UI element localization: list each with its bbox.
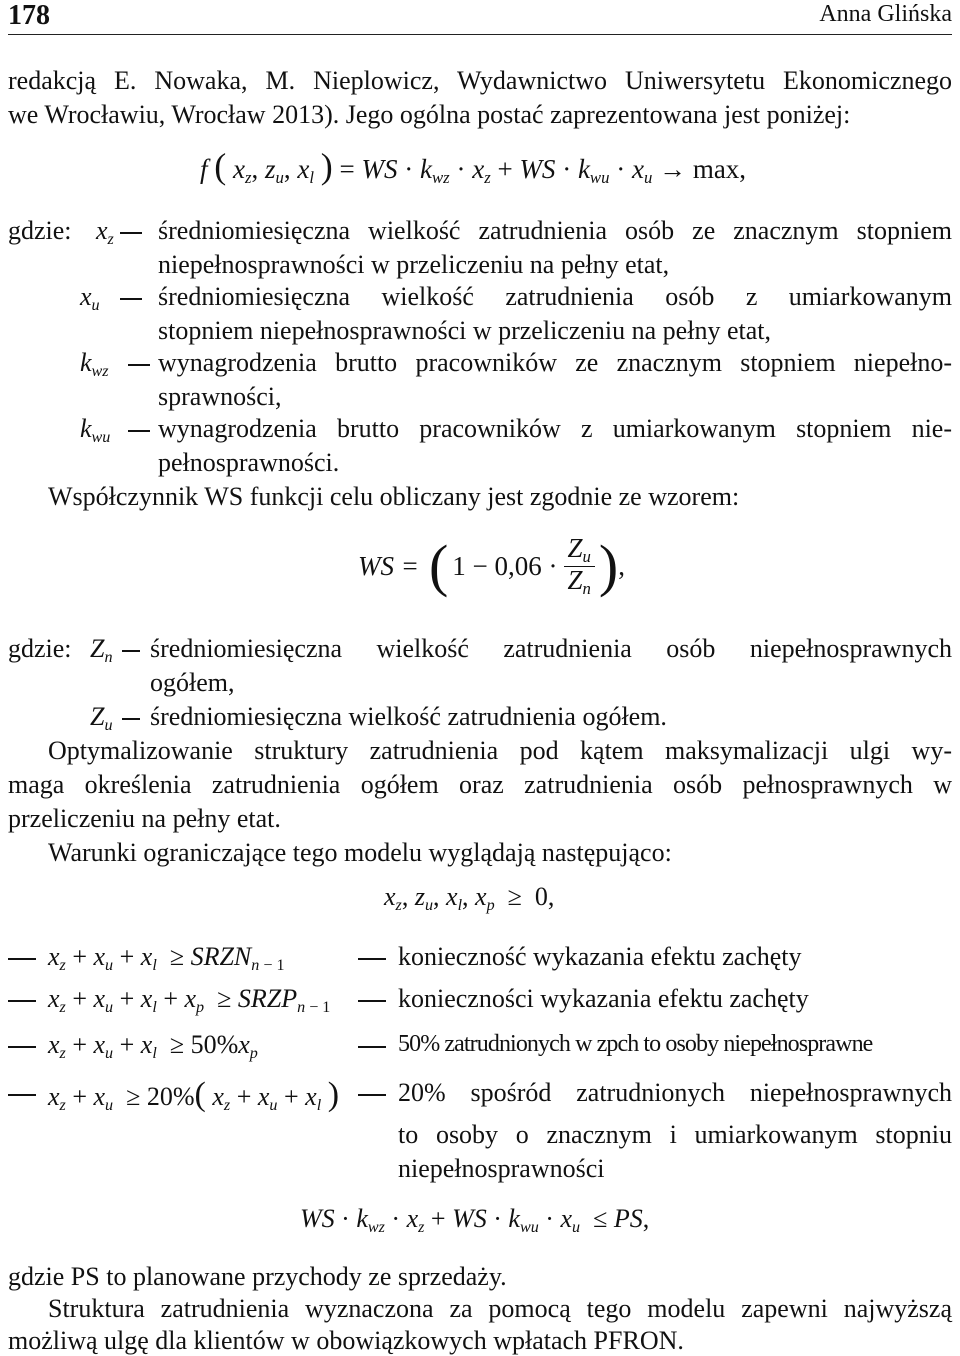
constraint-4-desc2: to osoby o znacznym i umiarkowanym stopniu — [398, 1120, 952, 1149]
def-xz-line1: średniomiesięczna wielkość zatrudnienia osób ze znacznym stopniem — [158, 216, 952, 245]
constraint-1-desc: konieczność wykazania efektu zachęty — [398, 942, 802, 971]
def-dash — [122, 718, 140, 720]
def-zn-line2: ogółem, — [150, 668, 235, 697]
page-header — [8, 0, 952, 35]
para1-line2: we Wrocławiu, Wrocław 2013). Jego ogólna postać zaprezentowana jest poniżej: — [8, 100, 851, 129]
constraint-2-formula: $x_z + x_u + x_l + x_p$ ≥ $SRZP_{n - 1}$ — [48, 984, 331, 1016]
para5: gdzie PS to planowane przychody ze sprzedaży. — [8, 1262, 507, 1291]
def-kwz-line2: sprawności, — [158, 382, 282, 411]
para3-line2: maga określenia zatrudnienia ogółem oraz zatrudnienia osób pełnosprawnych w — [8, 770, 952, 799]
ws-denominator: $Z_n$ — [567, 564, 591, 598]
constraint-bullet — [8, 958, 36, 960]
def-xu-line2: stopniem niepełnosprawności w przeliczeniu na pełny etat, — [158, 316, 771, 345]
constraint-dash — [358, 1046, 386, 1048]
constraint-bullet — [8, 1094, 36, 1096]
constraint-bullet — [8, 1000, 36, 1002]
ws-one-minus: 1 − 0,06 · — [452, 550, 558, 581]
ws-lhs: WS = — [358, 550, 419, 581]
ws-fraction — [564, 532, 595, 598]
constraint-bullet — [8, 1046, 36, 1048]
para1-line1: redakcją E. Nowaka, M. Nieplowicz, Wydawnictwo Uniwersytetu Ekonomicznego — [8, 66, 952, 95]
ws-numerator: $Z_u$ — [564, 535, 595, 567]
def-zn-line1: średniomiesięczna wielkość zatrudnienia osób niepełnosprawnych — [150, 634, 952, 663]
def-xz-line2: niepełnosprawności w przeliczeniu na pełny etat, — [158, 250, 670, 279]
para3-line1: Optymalizowanie struktury zatrudnienia pod kątem maksymalizacji ulgi wy- — [48, 736, 952, 765]
para6-line1: Struktura zatrudnienia wyznaczona za pomocą tego modelu zapewni najwyższą — [48, 1294, 952, 1323]
page-number: 178 — [8, 0, 50, 31]
def-dash — [120, 298, 142, 300]
constraint-dash — [358, 1094, 386, 1096]
constraint-dash — [358, 958, 386, 960]
def-kwu-line1: wynagrodzenia brutto pracowników z umiarkowanym stopniem nie- — [158, 414, 952, 443]
ws-formula: WS = ( 1 − 0,06 · $\frac{Z_u}{Z_n}$ ) , — [358, 532, 625, 598]
constraint-3-formula: $x_z + x_u + x_l \ge 50\%x_p$ — [48, 1030, 258, 1062]
constraint-dash — [358, 1000, 386, 1002]
def-xu-line1: średniomiesięczna wielkość zatrudnienia osób z umiarkowanym — [158, 282, 952, 311]
para4: Warunki ograniczające tego modelu wyglądają następująco: — [48, 838, 672, 867]
def-symbol-kwu: $k_{wu}$ — [80, 414, 111, 446]
def-dash — [128, 430, 150, 432]
def-dash — [128, 364, 150, 366]
def-symbol-kwz: $k_{wz}$ — [80, 348, 109, 380]
def-dash — [120, 232, 142, 234]
para3-line3: przeliczeniu na pełny etat. — [8, 804, 281, 833]
para2: Współczynnik WS funkcji celu obliczany jest zgodnie ze wzorem: — [48, 482, 740, 511]
def-symbol-xz: $x_z$ — [96, 216, 114, 248]
def-kwu-line2: pełnosprawności. — [158, 448, 340, 477]
defs1-gdzie: gdzie: — [8, 216, 72, 245]
constraint-3-desc: 50% zatrudnionych w zpch to osoby niepełnosprawne — [398, 1031, 873, 1057]
constraint-1-formula: $x_z + x_u + x_l$ ≥ $SRZN_{n - 1}$ — [48, 942, 285, 974]
defs2-gdzie: gdzie: — [8, 634, 72, 663]
constraint-nonnegative: $x_z$, $z_u$, $x_l$, $x_p \ge 0$, — [384, 882, 555, 914]
constraint-4-formula: $x_z + x_u \ge 20\%$( $x_z + x_u + x_l$ ) — [48, 1076, 340, 1114]
def-symbol-xu: $x_u$ — [80, 282, 100, 314]
constraint-4-desc3: niepełnosprawności — [398, 1154, 605, 1183]
def-symbol-zu: $Z_u$ — [90, 702, 113, 734]
running-author: Anna Glińska — [819, 1, 952, 27]
constraint-4-desc: 20% spośród zatrudnionych niepełnosprawnych — [398, 1078, 952, 1107]
def-kwz-line1: wynagrodzenia brutto pracowników ze znacznym stopniem niepełno- — [158, 348, 952, 377]
def-symbol-zn: $Z_n$ — [90, 634, 113, 666]
para6-line2: możliwą ulgę dla klientów w obowiązkowych wpłatach PFRON. — [8, 1326, 684, 1355]
def-dash — [122, 650, 140, 652]
constraint-budget: WS · $k_{wz} \cdot x_z$ + WS · $k_{wu} \cdot x_u$ ≤ PS, — [300, 1204, 650, 1236]
constraint-2-desc: konieczności wykazania efektu zachęty — [398, 984, 809, 1013]
def-zu-line1: średniomiesięczna wielkość zatrudnienia ogółem. — [150, 702, 667, 731]
objective-formula: f ( $x_z$, $z_u$, $x_l$ ) = WS · $k_{wz} \cdot x_z$ + WS · $k_{wu} \cdot x_u \to \max$, — [200, 146, 747, 188]
